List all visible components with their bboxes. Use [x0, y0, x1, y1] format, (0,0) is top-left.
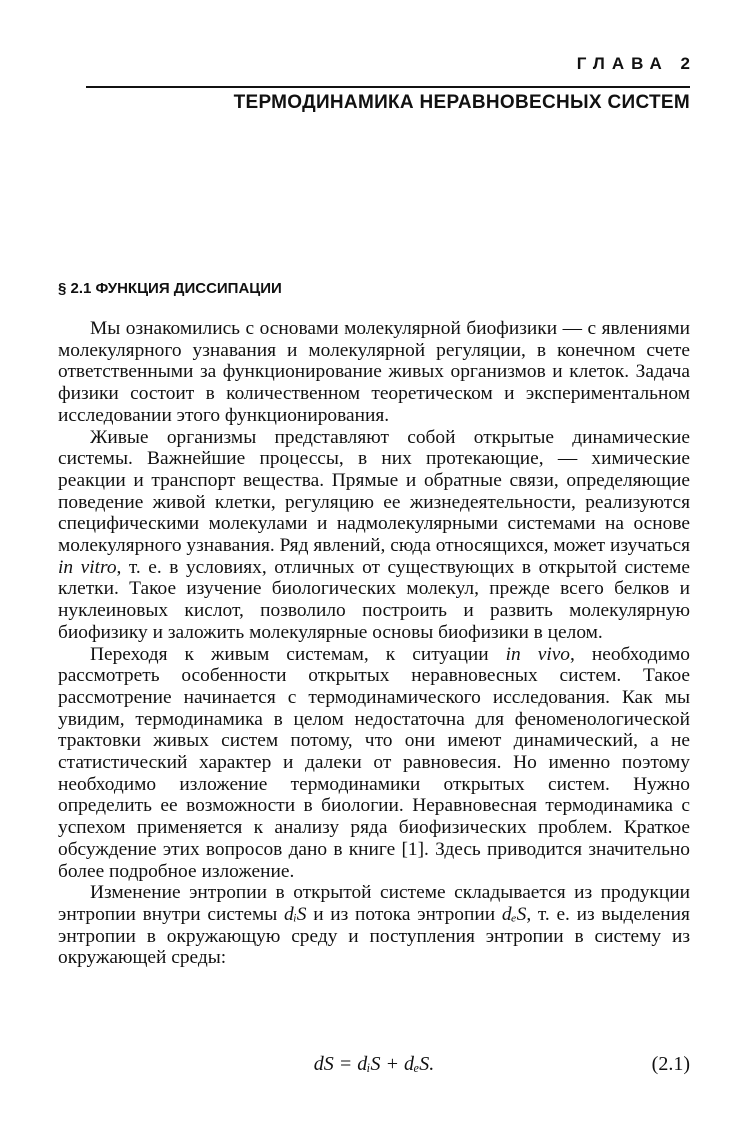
paragraph-3-text-b: , необходимо рассмотреть особенности открытых неравновесных систем. Такое рассмотрение начинается с термодинамического исследования. Как мы увидим, термодинамика в целом недостаточна для феноменологической трактовки живых систем потому, что они имеют динамический, а не статистический характер и далеки от равновесия. Но именно поэтому необходимо изложение термодинамики открытых систем. Нужно определить ее возможности в биологии. Неравновесная термодинамика с успехом применяется к анализу ряда биофизических проблем. Краткое обсуждение этих вопросов дано в книге [1]. Здесь приводится значительно более подробное изложение. — [58, 643, 690, 882]
paragraph-3 — [58, 644, 690, 883]
body-text — [58, 318, 690, 969]
equation-formula: dS = dᵢS + dₑS. — [313, 1053, 435, 1075]
paragraph-4-text-b: и из потока энтропии — [306, 903, 502, 925]
in-vitro-term: in vitro — [58, 556, 117, 578]
paragraph-2 — [58, 427, 690, 644]
equation-2-1 — [58, 1053, 690, 1079]
chapter-label: ГЛАВА 2 — [576, 54, 697, 73]
paragraph-4-text-a: Изменение энтропии в открытой системе складывается из продукции энтропии внутри системы — [58, 882, 690, 925]
equation-number: (2.1) — [651, 1053, 690, 1075]
chapter-title: ТЕРМОДИНАМИКА НЕРАВНОВЕСНЫХ СИСТЕМ — [233, 92, 690, 113]
section-title: § 2.1 ФУНКЦИЯ ДИССИПАЦИИ — [58, 280, 282, 297]
paragraph-1: Мы ознакомились с основами молекулярной биофизики — с явлениями молекулярного узнавания и молекулярной регуляции, в конечном счете ответственными за функционирование живых организмов и клеток. Задача физики состоит в количественном теоретическом и экспериментальном исследовании этого функционирования. — [58, 318, 690, 426]
paragraph-2-text-a: Живые организмы представляют собой открытые динамические системы. Важнейшие процессы, в них протекающие, — химические реакции и транспорт вещества. Прямые и обратные связи, определяющие поведение живой клетки, регуляцию ее жизнедеятельности, реализуются специфическими молекулами и надмолекулярными системами на основе молекулярного узнавания. Ряд явлений, сюда относящихся, может изучаться — [58, 426, 690, 557]
paragraph-4-text-c: , т. е. из выделения энтропии в окружающую среду и поступления энтропии в систему из окружающей среды: — [58, 903, 690, 969]
paragraph-2-text-b: , т. е. в условиях, отличных от существующих в открытой системе клетки. Такое изучение биологических молекул, прежде всего белков и нуклеиновых кислот, позволило построить и развить молекулярную биофизику и заложить молекулярные основы биофизики в целом. — [58, 556, 690, 643]
in-vivo-term: in vivo — [505, 643, 571, 665]
paragraph-3-text-a: Переходя к живым системам, к ситуации — [90, 643, 506, 665]
paragraph-4 — [58, 882, 690, 969]
chapter-rule — [86, 86, 690, 88]
entropy-production-symbol: dᵢS — [284, 903, 307, 925]
entropy-flow-symbol: dₑS — [501, 903, 527, 925]
